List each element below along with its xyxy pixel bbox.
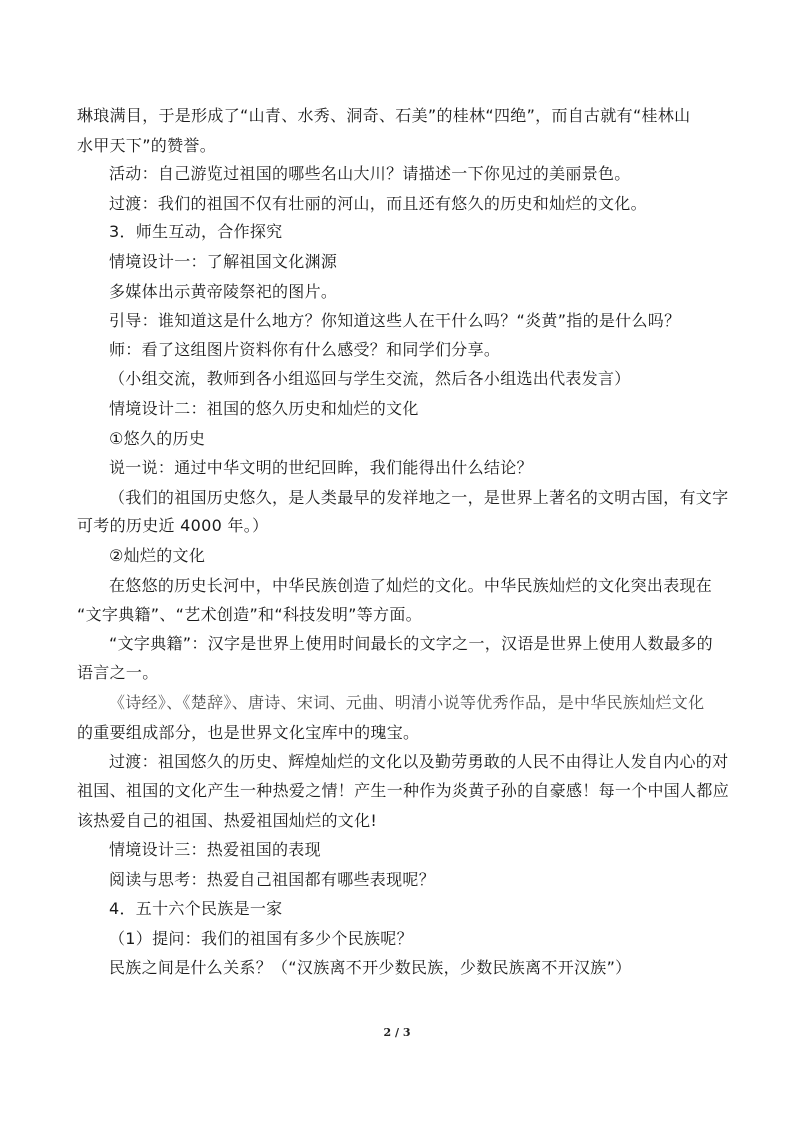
body-line-2: 水甲天下”的赞誉。 (77, 136, 216, 155)
teacher-line: 师：看了这组图片资料你有什么感受？和同学们分享。 (109, 340, 501, 359)
conclusion-line-2: 可考的历史近 4000 年。） (77, 516, 269, 535)
guide-line: 引导：谁知道这是什么地方？你知道这些人在干什么吗？“炎黄”指的是什么吗？ (109, 311, 681, 330)
history-subheading: ①悠久的历史 (109, 429, 206, 448)
writing-line-2: 语言之一。 (77, 663, 159, 682)
scenario-heading-1: 情境设计一：了解祖国文化渊源 (109, 252, 338, 271)
section-heading-3: 3．师生互动，合作探究 (109, 222, 283, 241)
works-line-1: 《诗经》、《楚辞》、唐诗、宋词、元曲、明清小说等优秀作品，是中华民族灿烂文化 (109, 693, 705, 712)
transition-line-2a: 过渡：祖国悠久的历史、辉煌灿烂的文化以及勤劳勇敢的人民不由得让人发自内心的对 (109, 752, 729, 771)
page-number: 2 / 3 (383, 1026, 411, 1039)
transition-line-2c: 该热爱自己的祖国、热爱祖国灿烂的文化! (77, 811, 378, 830)
scenario-heading-3: 情境设计三：热爱祖国的表现 (109, 840, 321, 859)
section-heading-4: 4．五十六个民族是一家 (109, 899, 283, 918)
discuss-line: 说一说：通过中华文明的世纪回眸，我们能得出什么结论？ (109, 458, 533, 477)
scenario-heading-2: 情境设计二：祖国的悠久历史和灿烂的文化 (109, 399, 419, 418)
culture-subheading: ②灿烂的文化 (109, 546, 206, 565)
culture-line-1: 在悠悠的历史长河中，中华民族创造了灿烂的文化。中华民族灿烂的文化突出表现在 (109, 576, 713, 595)
culture-line-2: “文字典籍”、“艺术创造”和“科技发明”等方面。 (77, 605, 422, 624)
writing-line-1: “文字典籍”：汉字是世界上使用时间最长的文字之一，汉语是世界上使用人数最多的 (109, 634, 713, 653)
transition-line-1: 过渡：我们的祖国不仅有壮丽的河山，而且还有悠久的历史和灿烂的文化。 (109, 194, 647, 213)
works-line-2: 的重要组成部分，也是世界文化宝库中的瑰宝。 (77, 723, 420, 742)
transition-line-2b: 祖国、祖国的文化产生一种热爱之情！产生一种作为炎黄子孙的自豪感！每一个中国人都应 (77, 781, 730, 800)
body-line-1: 琳琅满目，于是形成了“山青、水秀、洞奇、石美”的桂林“四绝”，而自古就有“桂林山 (77, 106, 691, 125)
media-line: 多媒体出示黄帝陵祭祀的图片。 (109, 282, 338, 301)
question-line: （1）提问：我们的祖国有多少个民族呢？ (109, 929, 413, 948)
activity-line: 活动：自己游览过祖国的哪些名山大川？请描述一下你见过的美丽景色。 (109, 164, 631, 183)
group-exchange-line: （小组交流，教师到各小组巡回与学生交流，然后各小组选出代表发言） (109, 369, 631, 388)
relation-line: 民族之间是什么关系？（“汉族离不开少数民族，少数民族离不开汉族”） (109, 958, 632, 977)
reading-line: 阅读与思考：热爱自己祖国都有哪些表现呢？ (109, 870, 436, 889)
conclusion-line-1: （我们的祖国历史悠久，是人类最早的发祥地之一，是世界上著名的文明古国，有文字 (109, 488, 729, 507)
